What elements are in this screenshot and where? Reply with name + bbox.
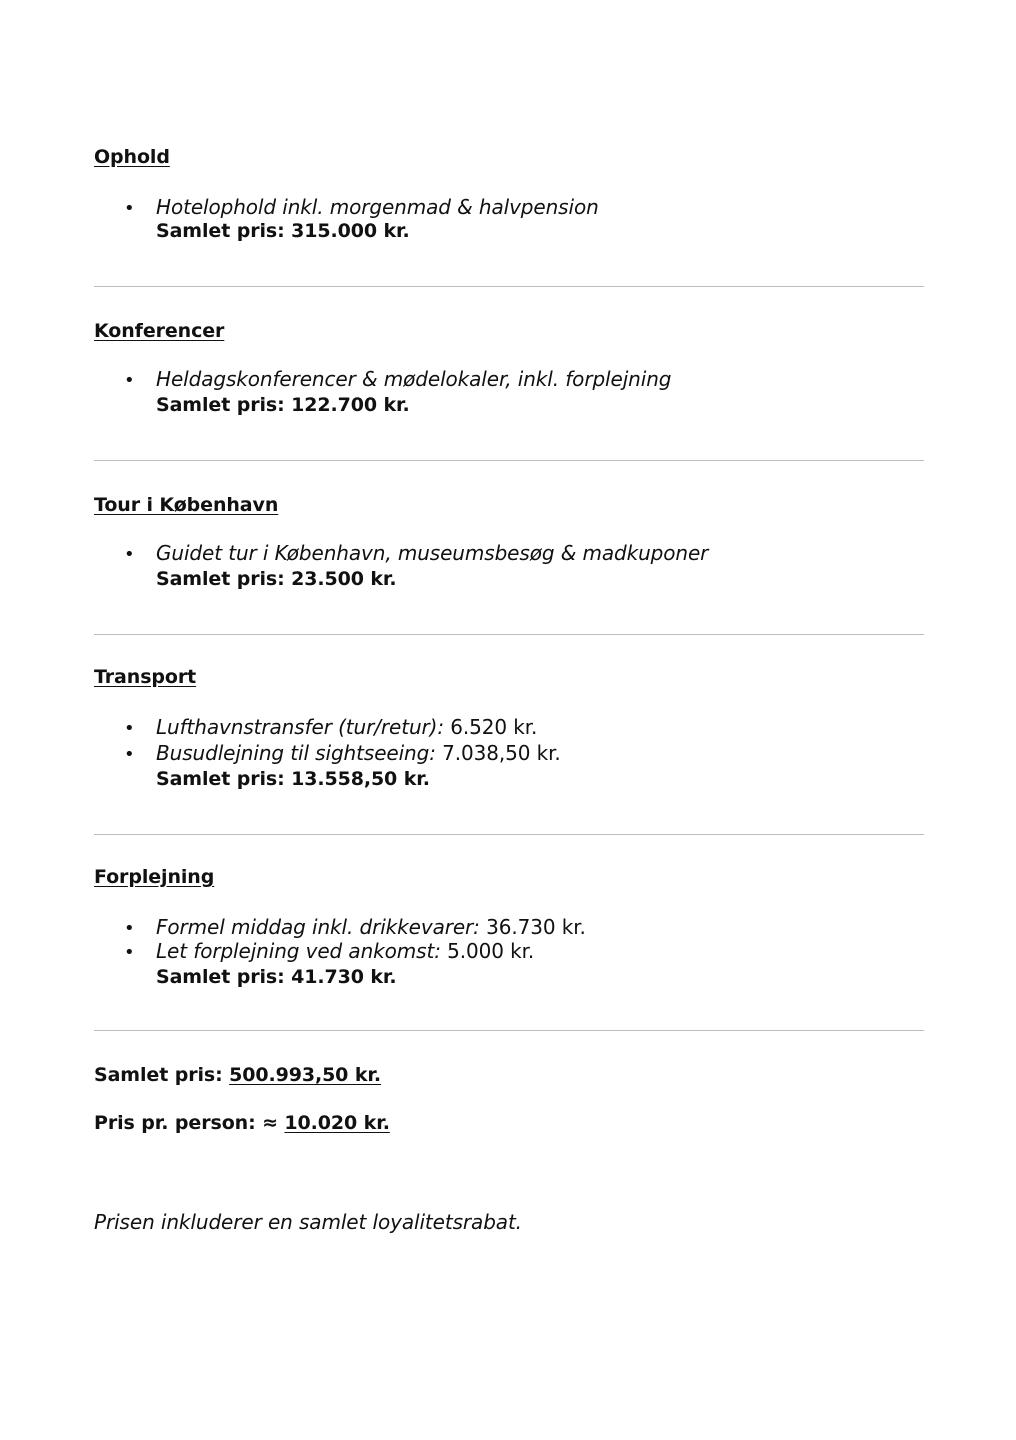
bullet-icon: • <box>124 942 135 963</box>
list-item <box>124 367 671 393</box>
section-heading-ophold: Ophold <box>94 146 170 168</box>
list-item <box>124 915 586 941</box>
item-text: Let forplejning ved ankomst: <box>156 939 441 963</box>
bullet-icon: • <box>124 744 135 765</box>
list-item <box>124 195 599 221</box>
item-value: 7.038,50 kr. <box>435 741 561 765</box>
section-divider <box>94 286 924 287</box>
grand-total-label: Samlet pris: <box>94 1064 230 1086</box>
item-value: 36.730 kr. <box>479 915 586 939</box>
bullet-icon: • <box>124 198 135 219</box>
section-heading-forplejning: Forplejning <box>94 866 215 888</box>
item-text: Lufthavnstransfer (tur/retur): <box>156 715 444 739</box>
item-text: Hotelophold inkl. morgenmad & halvpension <box>156 195 599 219</box>
section-heading-tour: Tour i København <box>94 494 279 516</box>
grand-total <box>94 1063 381 1087</box>
item-value: 5.000 kr. <box>440 939 535 963</box>
section-subtotal: Samlet pris: 122.700 kr. <box>156 394 410 416</box>
price-per-person-label: Pris pr. person: ≈ <box>94 1112 285 1134</box>
section-divider <box>94 460 924 461</box>
grand-total-value: 500.993,50 kr. <box>229 1064 382 1086</box>
item-text: Guidet tur i København, museumsbesøg & madkuponer <box>156 541 709 565</box>
section-divider <box>94 634 924 635</box>
discount-note: Prisen inkluderer en samlet loyalitetsrabat. <box>94 1210 522 1234</box>
section-subtotal: Samlet pris: 23.500 kr. <box>156 568 397 590</box>
bullet-icon: • <box>124 370 135 391</box>
bullet-icon: • <box>124 718 135 739</box>
section-heading-transport: Transport <box>94 666 197 688</box>
section-subtotal: Samlet pris: 13.558,50 kr. <box>156 768 430 790</box>
price-per-person-value: 10.020 kr. <box>284 1112 390 1134</box>
item-text: Formel middag inkl. drikkevarer: <box>156 915 480 939</box>
list-item <box>124 715 537 741</box>
item-text: Heldagskonferencer & mødelokaler, inkl. forplejning <box>156 367 672 391</box>
item-value: 6.520 kr. <box>444 715 538 739</box>
bullet-icon: • <box>124 544 135 565</box>
section-heading-konferencer: Konferencer <box>94 320 225 342</box>
section-subtotal: Samlet pris: 315.000 kr. <box>156 220 410 242</box>
list-item <box>124 939 534 965</box>
section-divider <box>94 1030 924 1031</box>
section-subtotal: Samlet pris: 41.730 kr. <box>156 966 397 988</box>
price-per-person <box>94 1111 390 1135</box>
bullet-icon: • <box>124 918 135 939</box>
list-item <box>124 741 561 767</box>
section-divider <box>94 834 924 835</box>
list-item <box>124 541 708 567</box>
item-text: Busudlejning til sightseeing: <box>156 741 436 765</box>
